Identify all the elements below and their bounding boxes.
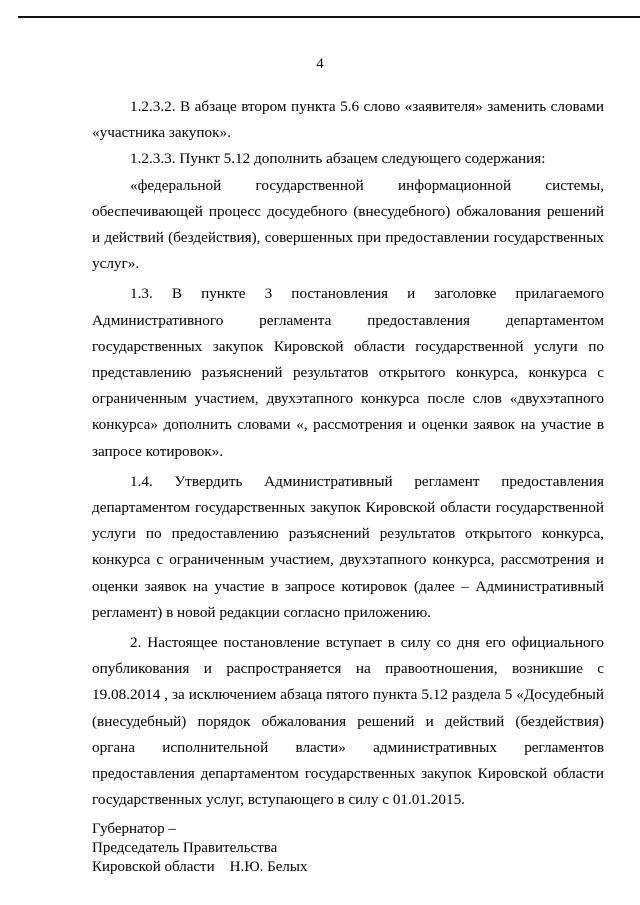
body-text bbox=[92, 94, 604, 813]
paragraph-1-4: 1.4. Утвердить Административный регламент предоставления департаментом государственных закупок Кировской области государственной услуги по предоставлению разъяснений результатов открытого конкурса, конкурса с ограниченным участием, двухэтапного конкурса, рассмотрения и оценки заявок на участие в запросе котировок (далее – Административный регламент) в новой редакции согласно приложению. bbox=[92, 472, 604, 621]
paragraph-2: 2. Настоящее постановление вступает в силу со дня его официального опубликования и распространяется на правоотношения, возникшие с 19.08.2014 , за исключением абзаца пятого пункта 5.12 раздела 5 «Досудебный (внесудебный) порядок обжалования решений и действий (бездействия) органа исполнительной власти» административных регламентов предоставления департаментом государственных закупок Кировской области государственных услуг, вступающего в силу с 01.01.2015. bbox=[92, 634, 604, 809]
paragraph-quote: «федеральной государственной информационной системы, обеспечивающей процесс досудебного (внесудебного) обжалования решений и действий (бездействия), совершенных при предоставлении государственных услуг». bbox=[92, 176, 604, 273]
page-number: 4 bbox=[316, 56, 324, 72]
signature-name: Кировской области Н.Ю. Белых bbox=[92, 859, 308, 875]
paragraph-1-2-3-2: 1.2.3.2. В абзаце втором пункта 5.6 слово «заявителя» заменить словами «участника закупок». bbox=[92, 98, 604, 142]
signature-title: Губернатор – bbox=[92, 821, 176, 837]
top-rule bbox=[18, 16, 640, 18]
paragraph-1-3: 1.3. В пункте 3 постановления и заголовке прилагаемого Административного регламента предоставления департаментом государственных закупок Кировской области государственной услуги по представлению разъяснений результатов открытого конкурса, конкурса с ограниченным участием, двухэтапного конкурса после слов «двухэтапного конкурса» дополнить словами «, рассмотрения и оценки заявок на участие в запросе котировок». bbox=[92, 285, 604, 460]
paragraph-1-2-3-3: 1.2.3.3. Пункт 5.12 дополнить абзацем следующего содержания: bbox=[130, 150, 546, 168]
signature-block bbox=[92, 820, 492, 877]
signature-position: Председатель Правительства bbox=[92, 840, 278, 856]
